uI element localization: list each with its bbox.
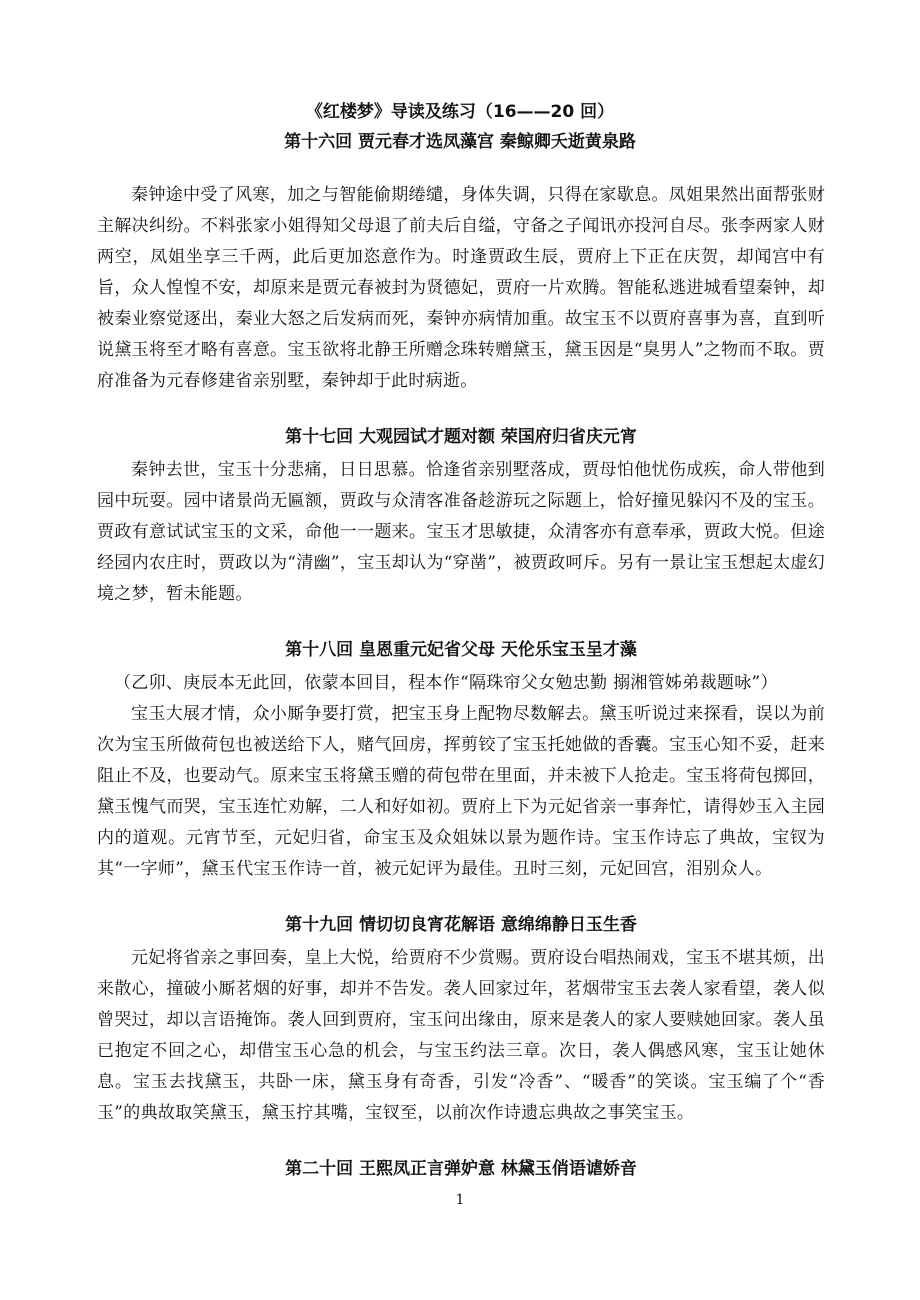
document-title: 《红楼梦》导读及练习（16——20 回） bbox=[305, 102, 615, 122]
document-body bbox=[97, 180, 825, 1187]
chapter-19-paragraph: 元妃将省亲之事回奏，皇上大悦，给贾府不少赏赐。贾府设台唱热闹戏，宝玉不堪其烦，出来散心，撞破小厮茗烟的好事，却并不告发。袭人回家过年，茗烟带宝玉去袭人家看望，袭人似曾哭过，却以言语掩饰。袭人回到贾府，宝玉问出缘由，原来是袭人的家人要赎她回家。袭人虽已抱定不回之心，却借宝玉心急的机会，与宝玉约法三章。次日，袭人偶感风寒，宝玉让她休息。宝玉去找黛玉，共卧一床，黛玉身有奇香，引发“冷香”、“暖香”的笑谈。宝玉编了个“香玉”的典故取笑黛玉，黛玉拧其嘴，宝钗至，以前次作诗遗忘典故之事笑宝玉。 bbox=[97, 948, 825, 1123]
chapter-18-paragraph: 宝玉大展才情，众小厮争要打赏，把宝玉身上配物尽数解去。黛玉听说过来探看，误以为前次为宝玉所做荷包也被送给下人，赌气回房，挥剪铰了宝玉托她做的香囊。宝玉心知不妥，赶来阻止不及，也要动气。原来宝玉将黛玉赠的荷包带在里面，并未被下人抢走。宝玉将荷包掷回，黛玉愧气而哭，宝玉连忙劝解，二人和好如初。贾府上下为元妃省亲一事奔忙，请得妙玉入主园内的道观。元宵节至，元妃归省，命宝玉及众姐妹以景为题作诗。宝玉作诗忘了典故，宝钗为其“一字师”，黛玉代宝玉作诗一首，被元妃评为最佳。丑时三刻，元妃回宫，泪别众人。 bbox=[97, 704, 825, 879]
chapter-18-heading: 第十八回 皇恩重元妃省父母 天伦乐宝玉呈才藻 bbox=[285, 640, 637, 660]
chapter-18-section bbox=[97, 636, 825, 885]
chapter-19-heading: 第十九回 情切切良宵花解语 意绵绵静日玉生香 bbox=[285, 915, 637, 935]
chapter-16-heading: 第十六回 贾元春才选凤藻宫 秦鲸卿夭逝黄泉路 bbox=[284, 132, 636, 152]
chapter-20-heading: 第二十回 王熙凤正言弹妒意 林黛玉俏语谑娇音 bbox=[285, 1159, 637, 1179]
chapter-18-note: （乙卯、庚辰本无此回，依蒙本回目，程本作“隔珠帘父女勉忠勤 搦湘管姊弟裁题咏”） bbox=[114, 673, 778, 693]
chapter-17-section bbox=[97, 423, 825, 610]
chapter-20-section bbox=[97, 1155, 825, 1183]
chapter-17-paragraph: 秦钟去世，宝玉十分悲痛，日日思慕。恰逢省亲别墅落成，贾母怕他忧伤成疾，命人带他到园中玩耍。园中诸景尚无匾额，贾政与众清客准备趁游玩之际题上，恰好撞见躲闪不及的宝玉。贾政有意试试宝玉的文采，命他一一题来。宝玉才思敏捷，众清客亦有意奉承，贾政大悦。但途经园内农庄时，贾政以为“清幽”，宝玉却认为“穿凿”，被贾政呵斥。另有一景让宝玉想起太虚幻境之梦，暂未能题。 bbox=[97, 460, 825, 604]
chapter-16-paragraph: 秦钟途中受了风寒，加之与智能偷期绻缱，身体失调，只得在家歇息。凤姐果然出面帮张财主解决纠纷。不料张家小姐得知父母退了前夫后自缢，守备之子闻讯亦投河自尽。张李两家人财两空，凤姐坐享三千两，此后更加恣意作为。时逢贾政生辰，贾府上下正在庆贺，却闻宫中有旨，众人惶惶不安，却原来是贾元春被封为贤德妃，贾府一片欢腾。智能私逃进城看望秦钟，却被秦业察觉逐出，秦业大怒之后发病而死，秦钟亦病情加重。故宝玉不以贾府喜事为喜，直到听说黛玉将至才略有喜意。宝玉欲将北静王所赠念珠转赠黛玉，黛玉因是“臭男人”之物而不取。贾府准备为元春修建省亲别墅，秦钟却于此时病逝。 bbox=[97, 185, 825, 391]
chapter-19-section bbox=[97, 911, 825, 1129]
page-number: 1 bbox=[455, 1192, 465, 1208]
chapter-17-heading: 第十七回 大观园试才题对额 荣国府归省庆元宵 bbox=[285, 427, 637, 447]
